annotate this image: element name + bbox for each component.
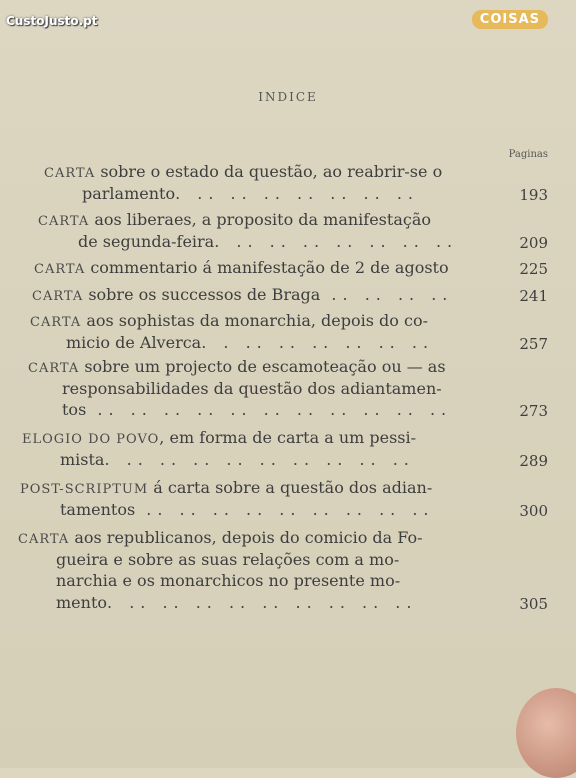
page-number: 241 xyxy=(519,287,548,305)
toc-entry-line xyxy=(82,184,419,204)
entry-text: tamentos xyxy=(60,499,136,519)
leader-dots: . .. .. .. .. .. .. .. xyxy=(214,231,459,251)
entry-text: commentario á manifestação de 2 de agosto xyxy=(85,258,449,277)
page-number: 305 xyxy=(519,594,548,613)
toc-entry-line xyxy=(18,528,423,550)
column-header-pages: Paginas xyxy=(508,149,548,160)
toc-entry-line xyxy=(20,478,432,500)
page-number: 209 xyxy=(519,233,548,252)
entry-text: aos sophistas da monarchia, depois do co- xyxy=(81,311,429,330)
toc-entry-line xyxy=(66,333,434,353)
entry-text: de segunda-feira xyxy=(78,231,215,251)
entry-heading: CARTA xyxy=(32,289,84,304)
entry-text: aos republicanos, depois do comicio da Fo- xyxy=(69,528,423,547)
entry-heading: CARTA xyxy=(44,166,96,181)
toc-entry-line xyxy=(60,450,415,470)
leader-dots: . . .. .. .. .. .. .. xyxy=(201,332,435,352)
entry-text: tos xyxy=(62,400,87,419)
entry-heading: CARTA xyxy=(38,214,90,229)
entry-text: parlamento xyxy=(82,183,176,203)
toc-entry-line xyxy=(62,400,452,420)
toc-entry-line xyxy=(22,428,416,450)
toc-entry-line xyxy=(56,571,400,591)
entry-text: sobre o estado da questão, ao reabrir-se o xyxy=(95,162,443,181)
entry-heading: CARTA xyxy=(34,262,86,277)
toc-entry-line xyxy=(56,593,417,613)
toc-entry-line xyxy=(30,311,428,333)
leader-dots: . .. .. .. .. .. .. .. xyxy=(175,183,419,203)
entry-text: , em forma de carta a um pessi- xyxy=(159,428,417,447)
entry-text: sobre um projecto de escamoteação ou — as xyxy=(79,357,446,376)
toc-entry-line xyxy=(62,379,442,399)
entry-text: gueira e sobre as suas relações com a mo- xyxy=(56,549,400,569)
toc-entry-line xyxy=(44,162,442,184)
toc-entry-line xyxy=(78,232,458,252)
toc-entry-line xyxy=(34,258,449,280)
entry-heading: ELOGIO DO POVO xyxy=(22,432,160,447)
toc-entry-line xyxy=(38,210,431,232)
page-number: 289 xyxy=(519,451,548,470)
page-number: 193 xyxy=(519,185,548,204)
watermark-custojusto: CustoJusto.pt xyxy=(6,14,98,28)
entry-text: mento xyxy=(56,592,108,612)
entry-text: micio de Alverca xyxy=(66,332,202,352)
entry-text: narchia e os monarchicos no presente mo- xyxy=(56,571,401,590)
leader-dots: . .. .. .. .. .. .. .. .. .. xyxy=(104,449,415,469)
page-number: 273 xyxy=(519,402,548,420)
entry-text: á carta sobre a questão dos adian- xyxy=(148,478,433,497)
entry-heading: CARTA xyxy=(18,532,70,547)
page-number: 225 xyxy=(519,260,548,278)
page-number: 300 xyxy=(519,501,548,520)
leader-dots: .. .. .. .. .. .. .. .. .. .. .. xyxy=(86,400,453,419)
page-number: 257 xyxy=(519,334,548,353)
leader-dots: .. .. .. .. xyxy=(320,285,454,304)
entry-text: responsabilidades da questão dos adiantamen- xyxy=(62,378,442,398)
entry-heading: CARTA xyxy=(30,315,82,330)
leader-dots: . .. .. .. .. .. .. .. .. .. xyxy=(107,592,418,612)
thumb-photo xyxy=(516,688,576,778)
leader-dots: .. .. .. .. .. .. .. .. .. xyxy=(135,499,435,519)
entry-text: sobre os successos de Braga xyxy=(83,285,321,304)
watermark-coisas-badge: COISAS xyxy=(472,10,548,29)
toc-entry-line xyxy=(32,285,453,307)
toc-entry-line xyxy=(28,357,446,379)
entry-heading: CARTA xyxy=(28,361,80,376)
toc-entry-line xyxy=(60,500,435,520)
entry-heading: POST-SCRIPTUM xyxy=(20,482,149,497)
page-title: INDICE xyxy=(258,90,318,104)
entry-text: mista xyxy=(60,449,105,469)
toc-entry-line xyxy=(56,550,399,570)
entry-text: aos liberaes, a proposito da manifestação xyxy=(89,210,431,229)
